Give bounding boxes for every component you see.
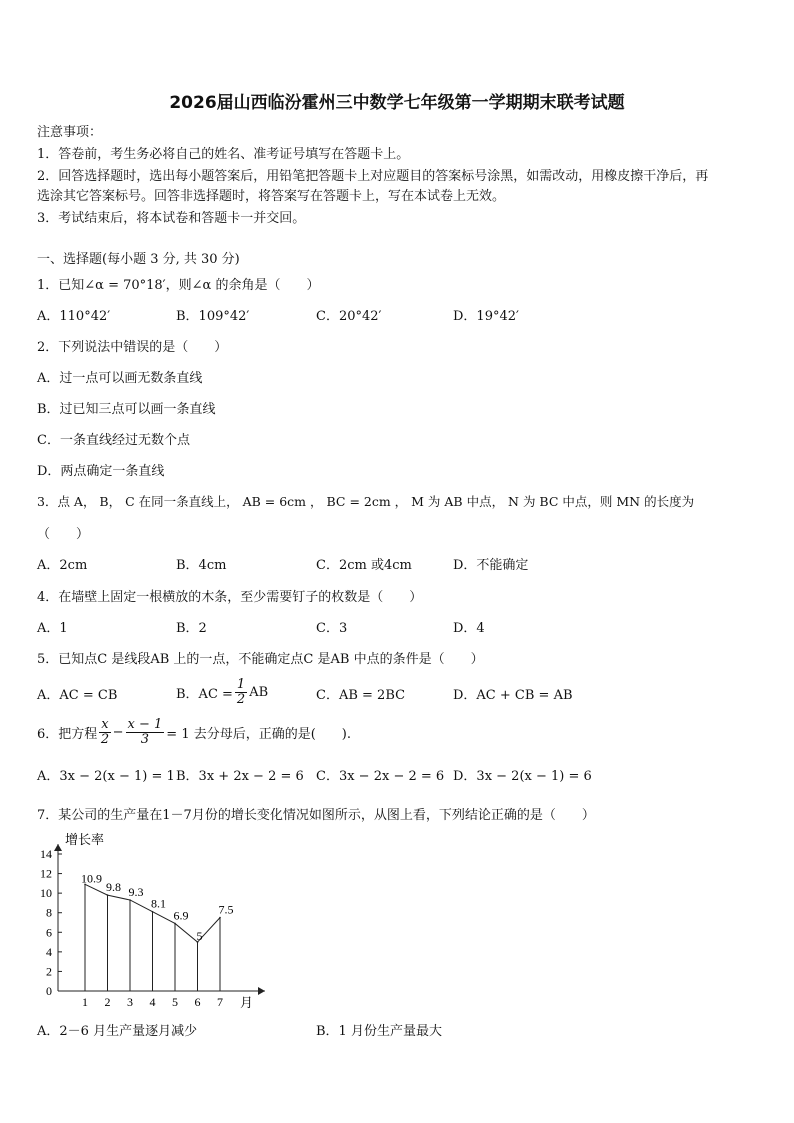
question-7-option-a: A．2－6 月生产量逐月减少 (37, 1024, 198, 1039)
data-label: 9.3 (128, 884, 144, 899)
x-tick-label: 1 (82, 995, 88, 1009)
fraction-numerator: x (101, 716, 109, 732)
y-axis-label: 增长率 (65, 832, 105, 847)
question-5-option-b-rhs: AB (249, 684, 269, 700)
question-4-option-a: A．1 (37, 621, 68, 636)
chart-axes (54, 844, 265, 995)
fraction-denominator: 2 (236, 691, 246, 707)
y-tick-label: 12 (40, 866, 52, 881)
fraction-numerator: 1 (236, 676, 246, 692)
data-label: 7.5 (218, 902, 234, 917)
question-3-option-d: D．不能确定 (453, 558, 529, 573)
question-2-option-a: A．过一点可以画无数条直线 (37, 371, 203, 386)
fraction-denominator: 2 (100, 731, 110, 747)
fraction-numerator: x − 1 (127, 716, 163, 732)
fraction-one-half (235, 678, 247, 707)
data-point (129, 899, 131, 901)
question-2-stem: 2．下列说法中错误的是（ ） (37, 340, 228, 355)
question-4-option-d: D．4 (453, 621, 485, 636)
question-5-option-b-lhs: B．AC = (176, 686, 233, 702)
x-axis-arrow-icon (258, 987, 265, 995)
question-4-option-b: B．2 (176, 621, 207, 636)
question-5-option-a: A．AC = CB (37, 688, 118, 703)
question-4-option-c: C．3 (316, 621, 348, 636)
data-label: 5 (196, 929, 203, 944)
question-5-option-c: C．AB = 2BC (316, 688, 406, 703)
question-2-option-d: D．两点确定一条直线 (37, 464, 165, 479)
question-3-option-c: C．2cm 或4cm (316, 558, 412, 573)
data-point (107, 894, 109, 896)
notice-item-2-cont: 选涂其它答案标号。回答非选择题时，将答案写在答题卡上，写在本试卷上无效。 (37, 189, 506, 204)
question-7-stem: 7．某公司的生产量在1－7月份的增长变化情况如图所示，从图上看，下列结论正确的是（ ） (37, 808, 595, 823)
question-3-stem-cont: （ ） (37, 527, 90, 542)
x-tick-label: 2 (104, 995, 111, 1009)
fraction-x-over-2 (99, 718, 110, 747)
question-5-option-d: D．AC + CB = AB (453, 688, 573, 703)
data-point (174, 923, 176, 925)
question-5-stem: 5．已知点C 是线段AB 上的一点，不能确定点C 是AB 中点的条件是（ ） (37, 652, 484, 667)
question-1-stem: 1．已知∠α = 70°18′，则∠α 的余角是（ ） (37, 278, 320, 293)
growth-rate-chart (30, 826, 280, 1016)
x-tick-label: 7 (217, 995, 223, 1009)
question-1-option-a: A．110°42′ (37, 309, 111, 324)
x-tick-label: 3 (127, 995, 133, 1009)
question-6-option-a: A．3x − 2(x − 1) = 1 (37, 769, 175, 784)
question-3-stem: 3．点 A， B， C 在同一条直线上， AB = 6cm ， BC = 2cm ， M 为 AB 中点， N 为 BC 中点，则 MN 的长度为 (37, 494, 695, 509)
data-label: 10.9 (81, 871, 102, 886)
question-6-suffix: = 1 去分母后，正确的是( ). (166, 726, 352, 742)
question-4-stem: 4．在墙壁上固定一根横放的木条，至少需要钉子的枚数是（ ） (37, 590, 423, 605)
x-axis-label: 月 (240, 995, 254, 1010)
y-tick-label: 2 (46, 964, 52, 979)
fraction-denominator: 3 (140, 731, 150, 747)
y-tick-label: 14 (40, 847, 52, 861)
question-3-option-a: A．2cm (37, 558, 88, 573)
section-heading: 一、选择题(每小题 3 分, 共 30 分) (37, 252, 240, 267)
question-3-option-b: B．4cm (176, 558, 227, 573)
y-tick-label: 8 (46, 905, 52, 920)
y-tick-label: 6 (46, 925, 52, 940)
chart-ticks (40, 847, 223, 1009)
x-tick-label: 6 (194, 995, 201, 1009)
data-point (219, 917, 221, 919)
question-1-option-d: D．19°42′ (453, 309, 519, 324)
x-tick-label: 4 (149, 995, 156, 1009)
question-1-option-c: C．20°42′ (316, 309, 382, 324)
page-title: 2026届山西临汾霍州三中数学七年级第一学期期末联考试题 (169, 93, 625, 113)
notice-item-1: 1．答卷前，考生务必将自己的姓名、准考证号填写在答题卡上。 (37, 147, 410, 162)
fraction-x-minus-1-over-3 (126, 718, 165, 747)
notice-item-2: 2．回答选择题时，选出每小题答案后，用铅笔把答题卡上对应题目的答案标号涂黑，如需改动，用橡皮擦干净后，再 (37, 169, 709, 184)
y-tick-label: 4 (46, 944, 52, 959)
chart-marks (81, 871, 234, 991)
y-axis-arrow-icon (54, 844, 62, 851)
minus-sign: − (112, 724, 124, 740)
question-6-prefix: 6．把方程 (37, 726, 98, 742)
notice-item-3: 3．考试结束后，将本试卷和答题卡一并交回。 (37, 211, 306, 226)
y-tick-label: 10 (40, 886, 52, 901)
question-6-stem (37, 714, 351, 750)
question-7-option-b: B．1 月份生产量最大 (316, 1024, 442, 1039)
question-5-option-b (176, 674, 268, 710)
question-6-option-c: C．3x − 2x − 2 = 6 (316, 769, 445, 784)
question-2-option-c: C．一条直线经过无数个点 (37, 433, 190, 448)
x-tick-label: 5 (172, 995, 178, 1009)
y-tick-label: 0 (46, 984, 52, 998)
data-point (152, 911, 154, 913)
question-6-option-d: D．3x − 2(x − 1) = 6 (453, 769, 592, 784)
data-label: 8.1 (151, 896, 166, 911)
question-2-option-b: B．过已知三点可以画一条直线 (37, 402, 216, 417)
data-label: 6.9 (173, 908, 189, 923)
question-1-option-b: B．109°42′ (176, 309, 250, 324)
data-label: 9.8 (106, 880, 121, 895)
question-6-option-b: B．3x + 2x − 2 = 6 (176, 769, 304, 784)
notice-heading: 注意事项： (37, 125, 103, 140)
